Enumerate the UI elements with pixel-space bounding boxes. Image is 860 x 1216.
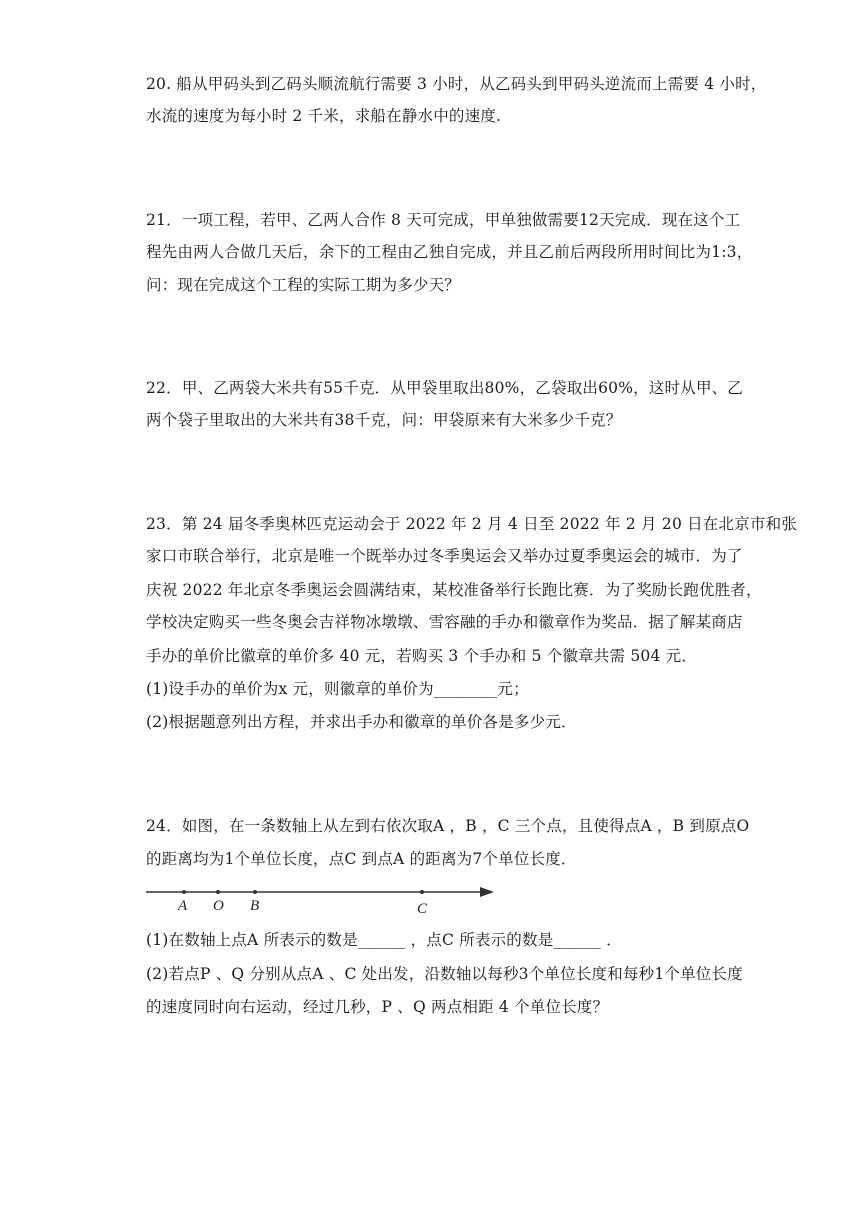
problem-22-line-2: 两个袋子里取出的大米共有38千克，问：甲袋原来有大米多少千克？ (146, 411, 622, 429)
problem-23-line-7: (2)根据题意列出方程，并求出手办和徽章的单价各是多少元． (146, 713, 577, 731)
point-a-label: A (178, 898, 188, 914)
point-b-dot (253, 890, 257, 894)
problem-21-line-2: 程先由两人合做几天后，余下的工程由乙独自完成，并且乙前后两段所用时间比为1:3， (146, 243, 753, 261)
number-line-figure (140, 880, 510, 920)
problem-23-line-5: 手办的单价比徽章的单价多 40 元，若购买 3 个手办和 5 个徽章共需 504 元． (146, 647, 698, 665)
point-b-label: B (250, 898, 260, 914)
problem-23-line-3: 庆祝 2022 年北京冬季奥运会圆满结束，某校准备举行长跑比赛．为了奖励长跑优胜者， (146, 581, 762, 599)
point-a-dot (182, 890, 186, 894)
problem-21-line-1: 21．一项工程，若甲、乙两人合作 8 天可完成，甲单独做需要12天完成．现在这个工 (146, 211, 741, 229)
problem-24-line-1: 24．如图，在一条数轴上从左到右依次取A ，B ，C 三个点，且使得点A ，B 到原点O (146, 817, 750, 835)
problem-23-line-6: (1)设手办的单价为x 元，则徽章的单价为________元； (146, 680, 529, 698)
problem-24-line-3: (1)在数轴上点A 所表示的数是______ ，点C 所表示的数是______ ． (146, 931, 622, 949)
problem-23-line-2: 家口市联合举行，北京是唯一个既举办过冬季奥运会又举办过夏季奥运会的城市．为了 (146, 547, 743, 565)
problem-24-line-2: 的距离均为1个单位长度，点C 到点A 的距离为7个单位长度． (146, 850, 577, 868)
problem-22-line-1: 22．甲、乙两袋大米共有55千克．从甲袋里取出80%，乙袋取出60%，这时从甲、乙 (146, 379, 744, 397)
problem-23-line-1: 23．第 24 届冬季奥林匹克运动会于 2022 年 2 月 4 日至 2022 年 2 月 20 日在北京市和张 (146, 515, 798, 533)
problem-24-line-5: 的速度同时向右运动，经过几秒，P 、Q 两点相距 4 个单位长度？ (146, 998, 609, 1016)
problem-24-line-4: (2)若点P 、Q 分别从点A 、C 处出发，沿数轴以每秒3个单位长度和每秒1个单位长度 (146, 965, 743, 983)
problem-20-line-1: 20. 船从甲码头到乙码头顺流航行需要 3 小时，从乙码头到甲码头逆流而上需要 4 小时， (146, 75, 767, 93)
problem-21-line-3: 问：现在完成这个工程的实际工期为多少天？ (146, 276, 461, 294)
point-o-label: O (213, 898, 224, 914)
problem-20-line-2: 水流的速度为每小时 2 千米，求船在静水中的速度. (146, 107, 502, 125)
point-c-label: C (417, 901, 428, 917)
number-line-arrowhead (480, 887, 494, 897)
problem-23-line-4: 学校决定购买一些冬奥会吉祥物冰墩墩、雪容融的手办和徽章作为奖品．据了解某商店 (146, 613, 743, 631)
point-c-dot (420, 890, 424, 894)
point-o-dot (216, 890, 220, 894)
